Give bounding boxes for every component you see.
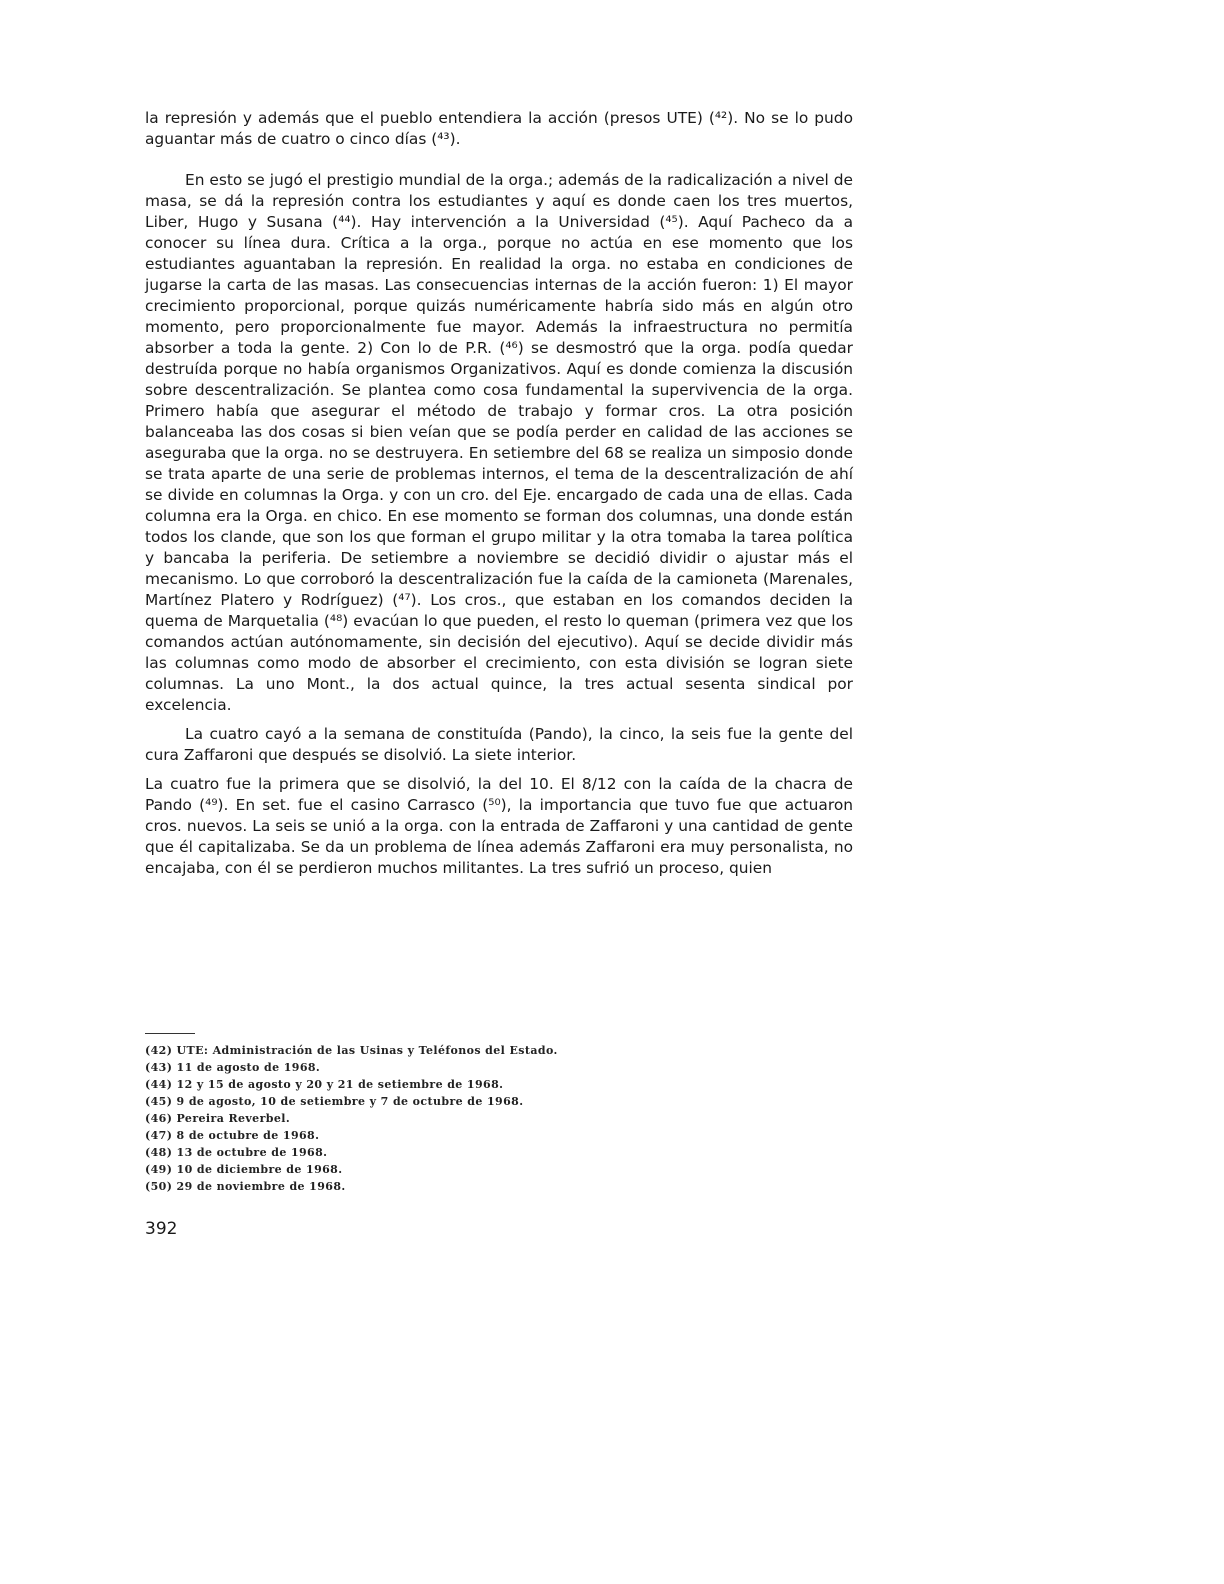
footnote: (46) Pereira Reverbel. [145, 1112, 291, 1125]
footnote: (42) UTE: Administración de las Usinas y Teléfonos del Estado. [145, 1044, 558, 1057]
body-paragraph: En esto se jugó el prestigio mundial de la orga.; además de la radicalización a nivel de masa, se dá la represión contra los estudiantes y aquí es donde caen los tres muertos, Liber, Hugo y Susana (⁴⁴). Hay intervención a la Universidad (⁴⁵). Aquí Pacheco da a conocer su línea dura. Crítica a la orga., porque no actúa en ese momento que los estudiantes aguantaban la represión. En realidad la orga. no estaba en condiciones de jugarse la carta de las masas. Las consecuencias internas de la acción fueron: 1) El mayor crecimiento proporcional, porque quizás numéricamente habría sido más en algún otro momento, pero proporcionalmente fue mayor. Además la infraestructura no permitía absorber a toda la gente. 2) Con lo de P.R. (⁴⁶) se desmostró que la orga. podía quedar destruída porque no había organismos Organizativos. Aquí es donde comienza la discusión sobre descentralización. Se plantea como cosa fundamental la supervivencia de la orga. Primero había que asegurar el método de trabajo y formar cros. La otra posición balanceaba las dos cosas si bien veían que se podía perder en calidad de las acciones se aseguraba que la orga. no se destruyera. En setiembre del 68 se realiza un simposio donde se trata aparte de una serie de problemas internos, el tema de la descentralización de ahí se divide en columnas la Orga. y con un cro. del Eje. encargado de cada una de ellas. Cada columna era la Orga. en chico. En ese momento se forman dos columnas, una donde están todos los clande, que son los que forman el grupo militar y la otra tomaba la tarea política y bancaba la periferia. De setiembre a noviembre se decidió dividir o ajustar más el mecanismo. Lo que corroboró la descentralización fue la caída de la camioneta (Marenales, Martínez Platero y Rodríguez) (⁴⁷). Los cros., que estaban en los comandos deciden la quema de Marquetalia (⁴⁸) evacúan lo que pueden, el resto lo queman (primera vez que los comandos actúan autónomamente, sin decisión del ejecutivo). Aquí se decide dividir más las columnas como modo de absorber el crecimiento, con esta división se logran siete columnas. La uno Mont., la dos actual quince, la tres actual sesenta sindical por excelencia. [145, 171, 853, 714]
footnote: (50) 29 de noviembre de 1968. [145, 1180, 346, 1193]
footnote: (43) 11 de agosto de 1968. [145, 1061, 321, 1074]
page-number: 392 [145, 1219, 178, 1239]
footnote: (48) 13 de octubre de 1968. [145, 1146, 328, 1159]
body-paragraph: La cuatro fue la primera que se disolvió, la del 10. El 8/12 con la caída de la chacra de Pando (⁴⁹). En set. fue el casino Carrasco (⁵⁰), la importancia que tuvo fue que actuaron cros. nuevos. La seis se unió a la orga. con la entrada de Zaffaroni y una cantidad de gente que él capitalizaba. Se da un problema de línea además Zaffaroni era muy personalista, no encajaba, con él se perdieron muchos militantes. La tres sufrió un proceso, quien [145, 775, 853, 877]
footnote: (45) 9 de agosto, 10 de setiembre y 7 de octubre de 1968. [145, 1095, 524, 1108]
footnote: (49) 10 de diciembre de 1968. [145, 1163, 343, 1176]
page-body [145, 108, 853, 879]
body-paragraph: La cuatro cayó a la semana de constituída (Pando), la cinco, la seis fue la gente del cura Zaffaroni que después se disolvió. La siete interior. [145, 725, 853, 764]
footnote: (47) 8 de octubre de 1968. [145, 1129, 320, 1142]
footnote: (44) 12 y 15 de agosto y 20 y 21 de setiembre de 1968. [145, 1078, 504, 1091]
body-paragraph: la represión y además que el pueblo entendiera la acción (presos UTE) (⁴²). No se lo pudo aguantar más de cuatro o cinco días (⁴³). [145, 109, 853, 148]
footnote-separator [145, 1033, 195, 1034]
footnotes [145, 1042, 745, 1195]
